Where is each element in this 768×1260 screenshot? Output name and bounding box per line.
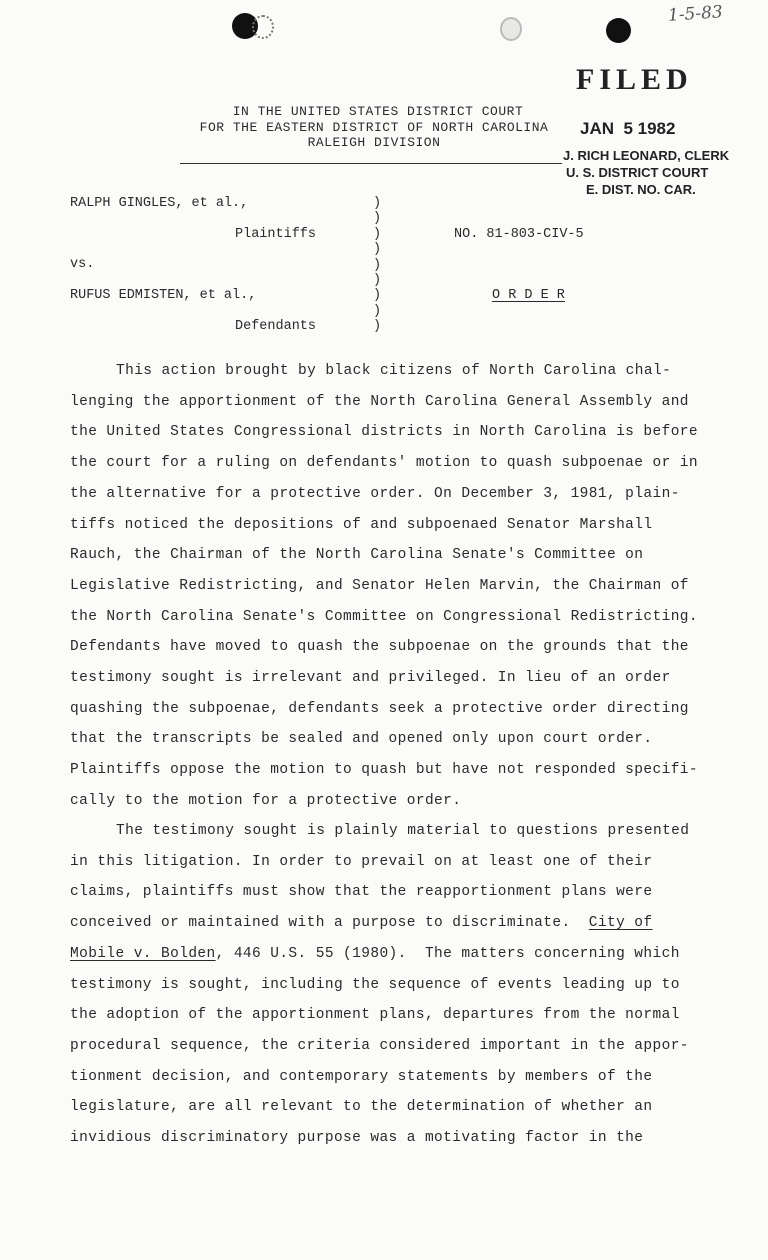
paragraph-line: in this litigation. In order to prevail on at least one of their (70, 853, 653, 870)
paragraph-line: quashing the subpoenae, defendants seek a protective order directing (70, 700, 689, 717)
header-divider (180, 163, 562, 164)
versus-label: vs. (70, 257, 95, 272)
case-number: NO. 81-803-CIV-5 (454, 227, 584, 242)
defendant-name: RUFUS EDMISTEN, et al., (70, 288, 257, 303)
case-citation-part1: City of (588, 915, 653, 932)
document-title: O R D E R (492, 288, 565, 303)
citation-lead-text: conceived or maintained with a purpose to discriminate. (70, 915, 589, 932)
paragraph-line: the alternative for a protective order. On December 3, 1981, plain- (70, 485, 680, 502)
paragraph-line: the North Carolina Senate's Committee on Congressional Redistricting. (70, 608, 698, 625)
handwritten-annotation: 1-5-83 (667, 2, 724, 26)
paragraph-line: Plaintiffs oppose the motion to quash but have not responded specifi- (70, 762, 698, 779)
paragraph-line (70, 939, 710, 970)
paragraph-line: procedural sequence, the criteria considered important in the appor- (70, 1037, 689, 1054)
paragraph-line: tionment decision, and contemporary statements by members of the (70, 1068, 653, 1085)
paragraph-line: lenging the apportionment of the North Carolina General Assembly and (70, 393, 689, 410)
defendant-role: Defendants (235, 319, 317, 334)
filed-stamp-clerk: J. RICH LEONARD, CLERK (563, 148, 730, 163)
paragraph-line: This action brought by black citizens of North Carolina chal- (116, 363, 672, 379)
filed-stamp-district: E. DIST. NO. CAR. (586, 182, 696, 197)
paragraph-line: legislature, are all relevant to the determination of whether an (70, 1099, 653, 1116)
paragraph-line: testimony sought is irrelevant and privileged. In lieu of an order (70, 670, 671, 687)
paragraph-line: the adoption of the apportionment plans, departures from the normal (70, 1007, 680, 1024)
paragraph-line: Legislative Redistricting, and Senator Helen Marvin, the Chairman of (70, 577, 689, 594)
paragraph-line: Rauch, the Chairman of the North Carolina Senate's Committee on (70, 547, 644, 564)
paragraph-line: claims, plaintiffs must show that the reapportionment plans were (70, 884, 653, 901)
caption-parentheses: ) ) ) ) ) ) ) ) ) (373, 196, 382, 335)
filed-stamp-title: FILED (576, 63, 693, 96)
court-header-line2: FOR THE EASTERN DISTRICT OF NORTH CAROLINA (199, 120, 549, 135)
paragraph-line: the United States Congressional districts in North Carolina is before (70, 424, 698, 441)
plaintiff-role: Plaintiffs (235, 227, 317, 242)
paragraph-line: The testimony sought is plainly material to questions presented (116, 823, 690, 839)
paragraph-line: tiffs noticed the depositions of and subpoenaed Senator Marshall (70, 516, 653, 533)
punch-hole-left-ring (252, 15, 274, 39)
case-citation-part2: Mobile v. Bolden (70, 945, 216, 962)
paragraph-line: Defendants have moved to quash the subpoenae on the grounds that the (70, 639, 689, 656)
filed-stamp-court: U. S. DISTRICT COURT (566, 165, 709, 180)
court-header-line3: RALEIGH DIVISION (307, 135, 441, 150)
punch-hole-center (500, 17, 522, 41)
paragraph-line: the court for a ruling on defendants' motion to quash subpoenae or in (70, 455, 698, 472)
court-header-line1: IN THE UNITED STATES DISTRICT COURT (232, 104, 524, 119)
paragraph-line: invidious discriminatory purpose was a motivating factor in the (70, 1130, 644, 1147)
order-paragraph-2 (70, 816, 710, 1154)
paragraph-line: testimony is sought, including the sequence of events leading up to (70, 976, 680, 993)
paragraph-line: that the transcripts be sealed and opened only upon court order. (70, 731, 653, 748)
order-paragraph-1 (70, 356, 710, 817)
filed-stamp-date: JAN 5 1982 (580, 119, 676, 138)
paragraph-line: cally to the motion for a protective order. (70, 792, 462, 809)
citation-tail-text: , 446 U.S. 55 (1980). The matters concerning which (215, 945, 680, 962)
punch-hole-right (606, 18, 631, 43)
plaintiff-name: RALPH GINGLES, et al., (70, 196, 249, 211)
paragraph-line (70, 908, 710, 939)
